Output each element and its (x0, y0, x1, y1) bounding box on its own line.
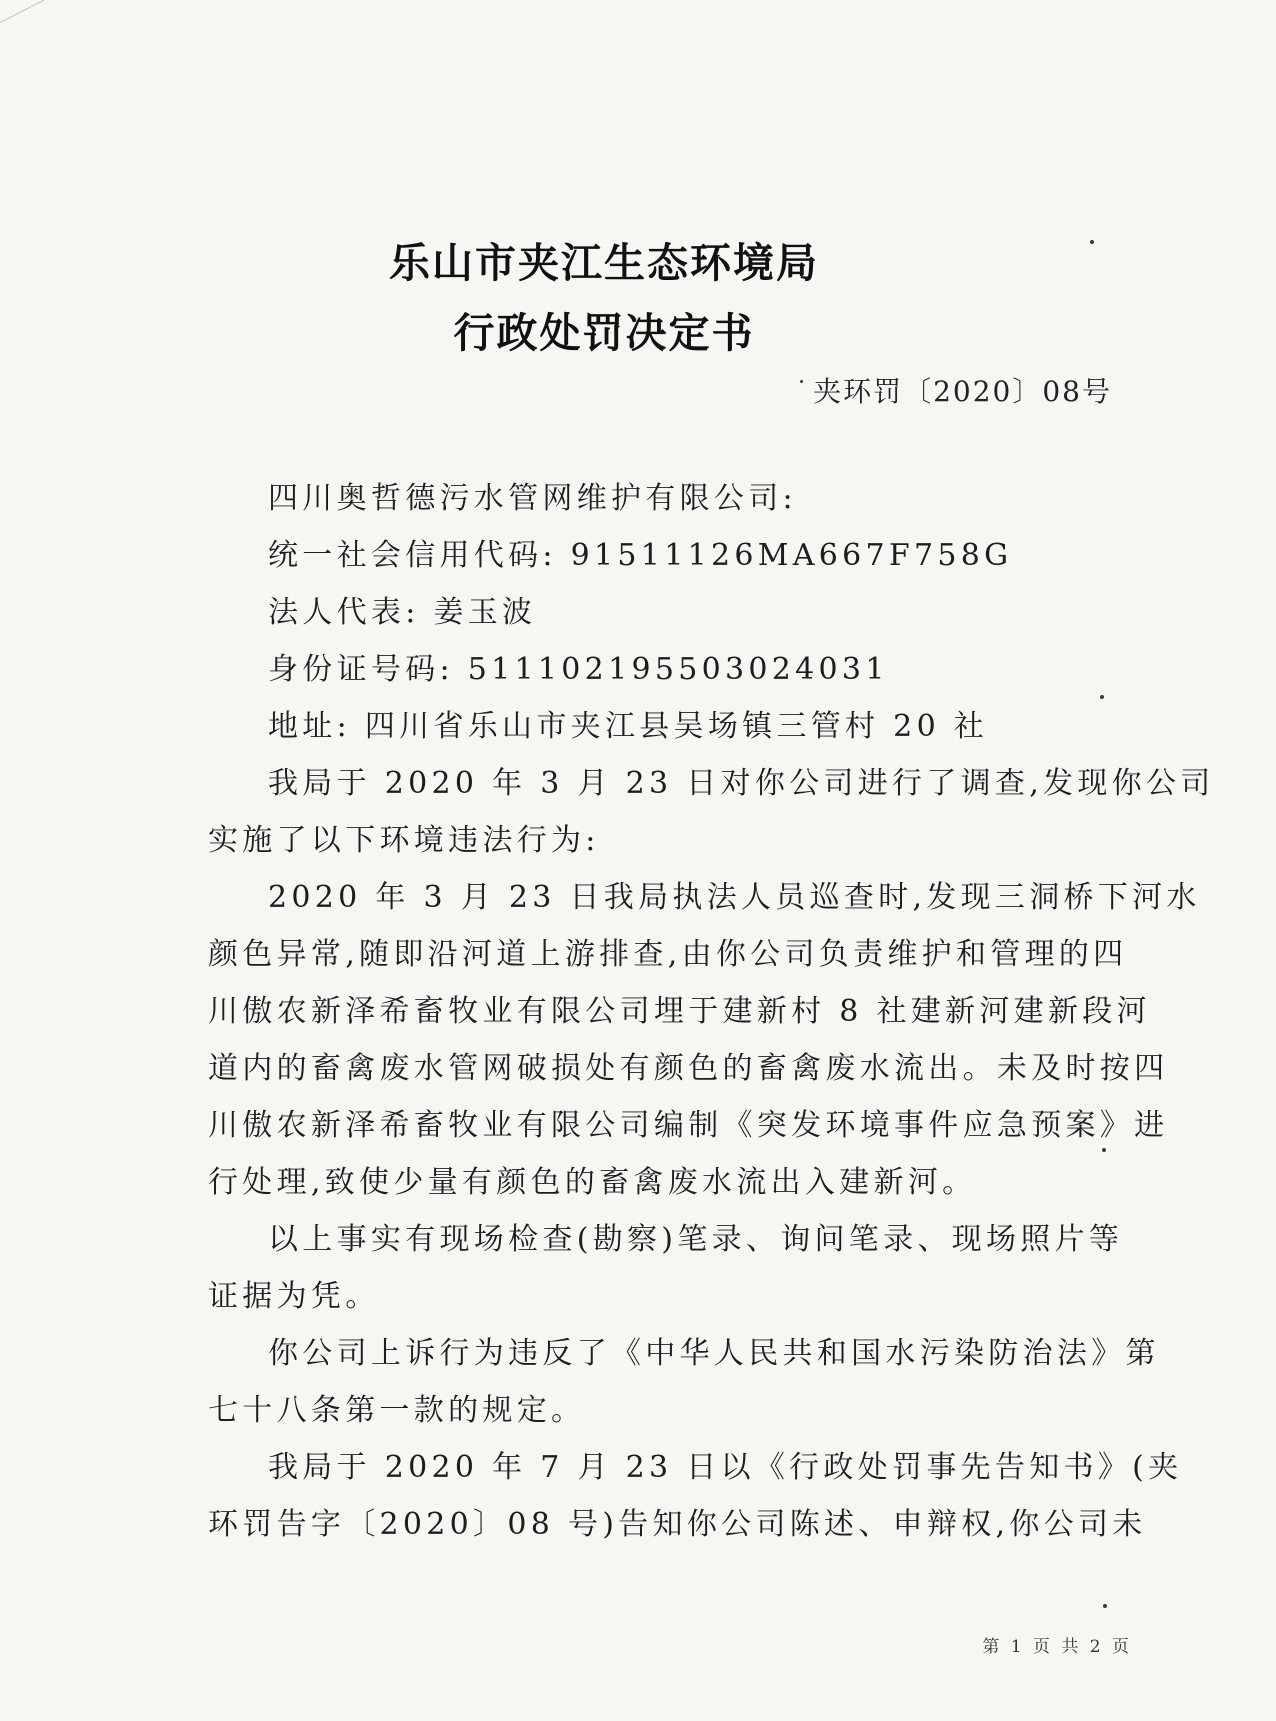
recipient-company: 四川奥哲德污水管网维护有限公司: (268, 481, 797, 516)
body-line: 我局于 2020 年 7 月 23 日以《行政处罚事先告知书》(夹 (268, 1450, 1183, 1485)
body-line: 环罚告字〔2020〕08 号)告知你公司陈述、申辩权,你公司未 (208, 1507, 1147, 1542)
scan-speck (800, 380, 803, 383)
scan-speck (1090, 240, 1094, 244)
body-line: 川傲农新泽希畜牧业有限公司编制《突发环境事件应急预案》进 (208, 1108, 1169, 1143)
body-line: 以上事实有现场检查(勘察)笔录、询问笔录、现场照片等 (268, 1222, 1124, 1257)
body-line: 2020 年 3 月 23 日我局执法人员巡查时,发现三洞桥下河水 (268, 880, 1201, 915)
body-line: 颜色异常,随即沿河道上游排查,由你公司负责维护和管理的四 (208, 937, 1128, 972)
agency-title: 乐山市夹江生态环境局 (389, 239, 819, 287)
scan-speck (1102, 1148, 1106, 1152)
body-line: 证据为凭。 (208, 1279, 380, 1314)
scan-speck (1103, 1604, 1107, 1608)
page-corner-fold (0, 0, 44, 23)
scan-speck (1100, 695, 1104, 699)
recipient-address: 地址: 四川省乐山市夹江县吴场镇三管村 20 社 (268, 709, 989, 744)
body-line: 行处理,致使少量有颜色的畜禽废水流出入建新河。 (208, 1165, 977, 1200)
body-line: 实施了以下环境违法行为: (208, 823, 600, 858)
body-line: 道内的畜禽废水管网破损处有颜色的畜禽废水流出。未及时按四 (208, 1051, 1169, 1086)
page-number-footer: 第 1 页 共 2 页 (982, 1637, 1132, 1657)
recipient-credit-code: 统一社会信用代码: 91511126MA667F758G (268, 538, 1013, 573)
document-number: 夹环罚〔2020〕08号 (813, 375, 1112, 408)
body-line: 七十八条第一款的规定。 (208, 1393, 586, 1428)
body-line: 你公司上诉行为违反了《中华人民共和国水污染防治法》第 (268, 1336, 1160, 1371)
recipient-legal-rep: 法人代表: 姜玉波 (268, 595, 537, 630)
body-line: 我局于 2020 年 3 月 23 日对你公司进行了调查,发现你公司 (268, 766, 1215, 801)
body-line: 川傲农新泽希畜牧业有限公司埋于建新村 8 社建新河建新段河 (208, 994, 1151, 1029)
document-type-title: 行政处罚决定书 (453, 309, 755, 357)
recipient-id-number: 身份证号码: 511102195503024031 (268, 652, 889, 687)
